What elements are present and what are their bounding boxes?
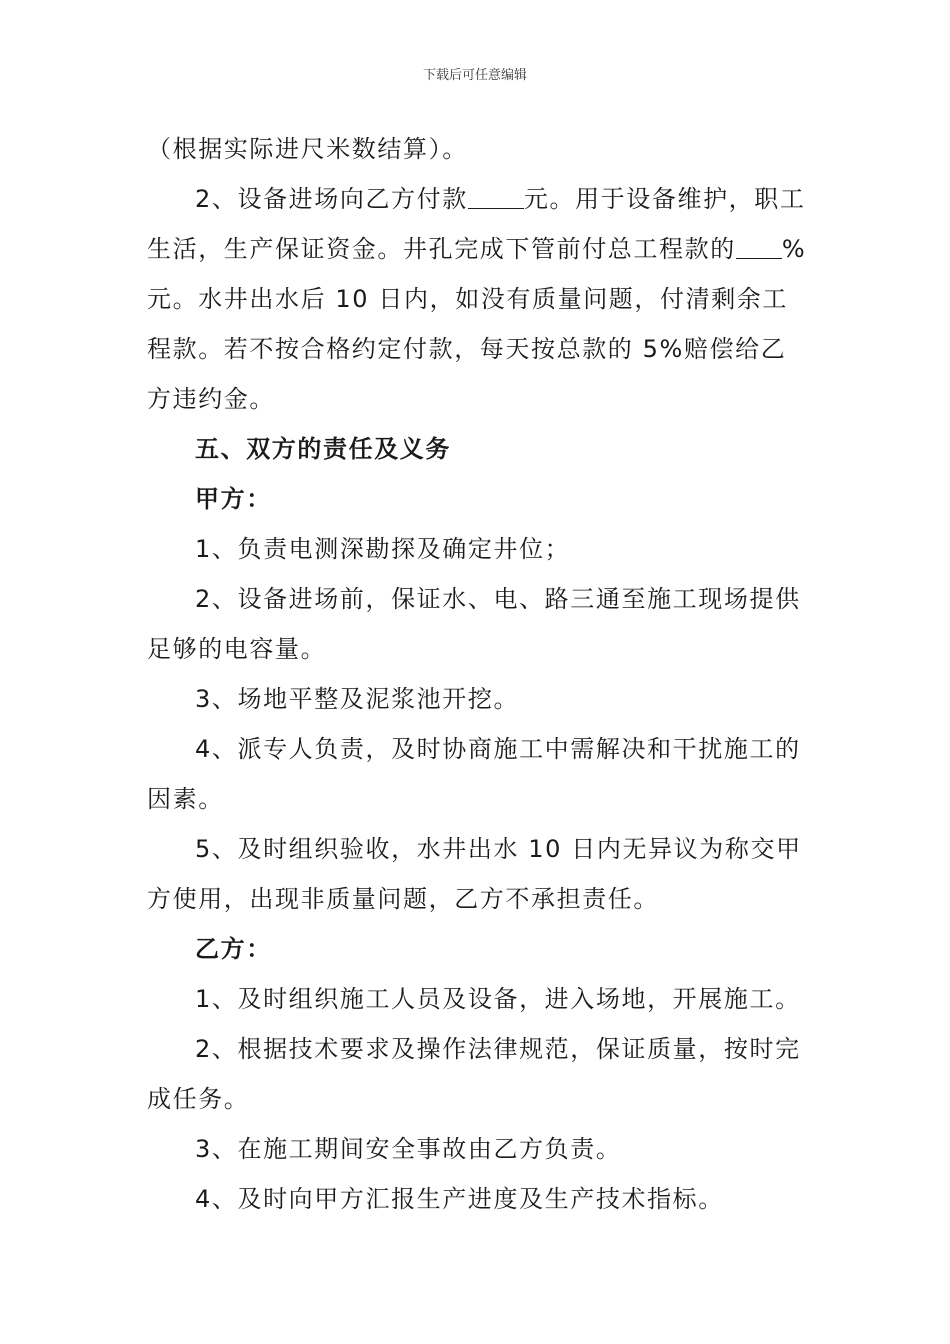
party-b-item-3: 3、在施工期间安全事故由乙方负责。	[195, 1135, 622, 1163]
paragraph-settlement-note: （根据实际进尺米数结算）。	[147, 135, 468, 163]
party-a-item-1: 1、负责电测深勘探及确定井位；	[195, 535, 571, 563]
page-header-note: 下载后可任意编辑	[422, 68, 527, 83]
paragraph-payment-terms	[147, 174, 807, 424]
party-a-item-5: 5、及时组织验收，水井出水 10 日内无异议为称交甲方使用，出现非质量问题，乙方不承担责任。	[147, 835, 802, 913]
payment-amount-blank	[468, 178, 524, 209]
payment-percent-blank	[736, 228, 782, 259]
party-b-heading: 乙方：	[195, 935, 272, 963]
party-b-item-1: 1、及时组织施工人员及设备，进入场地，开展施工。	[195, 985, 801, 1013]
party-a-item-4: 4、派专人负责，及时协商施工中需解决和干扰施工的因素。	[147, 735, 801, 813]
document-body	[147, 124, 807, 1224]
party-a-item-3: 3、场地平整及泥浆池开挖。	[195, 685, 520, 713]
payment-text-3: %元。水井出水后 10 日内，如没有质量问题，付清剩余工程款。若不按合格约定付款，每天按总款的 5%赔偿给乙方违约金。	[147, 235, 807, 413]
party-b-item-4: 4、及时向甲方汇报生产进度及生产技术指标。	[195, 1185, 724, 1213]
section-heading-responsibilities: 五、双方的责任及义务	[195, 435, 451, 463]
party-a-heading: 甲方：	[195, 485, 272, 513]
payment-text-1: 2、设备进场向乙方付款	[195, 185, 468, 213]
party-a-item-2: 2、设备进场前，保证水、电、路三通至施工现场提供足够的电容量。	[147, 585, 801, 663]
payment-text-2: 元。用于设备维护，职工生活，生产保证资金。井孔完成下管前付总工程款的	[147, 185, 806, 263]
party-b-item-2: 2、根据技术要求及操作法律规范，保证质量，按时完成任务。	[147, 1035, 801, 1113]
